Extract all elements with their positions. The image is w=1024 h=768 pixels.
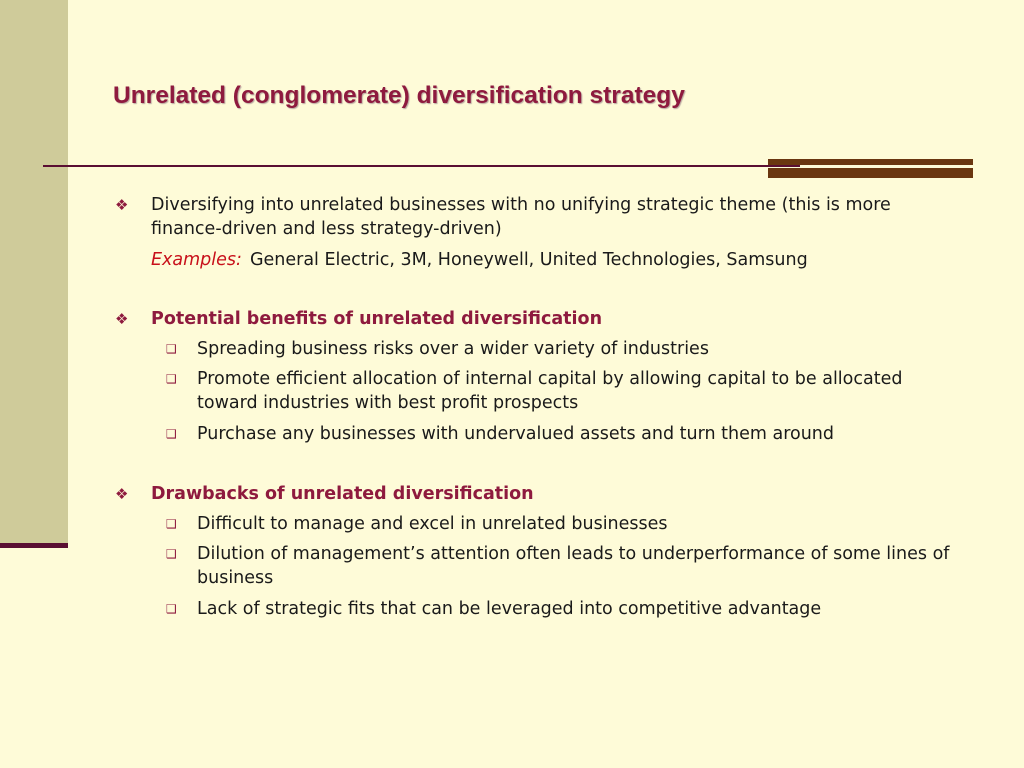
square-bullet-icon: ❑: [166, 427, 177, 441]
square-bullet-icon: ❑: [166, 517, 177, 531]
diamond-bullet-icon: ❖: [115, 196, 129, 214]
drawback-item-text: Lack of strategic fits that can be leveraged into competitive advantage: [197, 599, 822, 619]
benefits-heading: Potential benefits of unrelated diversification: [151, 309, 603, 329]
diamond-bullet-icon: ❖: [115, 485, 129, 503]
benefit-item-text: Purchase any businesses with undervalued assets and turn them around: [197, 424, 835, 444]
drawback-item-text: Difficult to manage and excel in unrelated businesses: [197, 514, 668, 534]
square-bullet-icon: ❑: [166, 547, 177, 561]
benefit-item-text: Spreading business risks over a wider variety of industries: [197, 339, 709, 359]
examples-row: [151, 248, 951, 272]
square-bullet-icon: ❑: [166, 342, 177, 356]
intro-text: Diversifying into unrelated businesses with no unifying strategic theme (this is more finance-driven and less strategy-driven): [151, 195, 891, 239]
diamond-bullet-icon: ❖: [115, 310, 129, 328]
examples-label: Examples:: [151, 250, 242, 270]
benefit-item-text: Promote efficient allocation of internal capital by allowing capital to be allocated toward industries with best profit prospects: [197, 369, 903, 413]
square-bullet-icon: ❑: [166, 372, 177, 386]
drawback-item-text: Dilution of management’s attention often leads to underperformance of some lines of business: [197, 544, 950, 588]
slide-title: Unrelated (conglomerate) diversification strategy: [113, 82, 685, 109]
examples-text: General Electric, 3M, Honeywell, United Technologies, Samsung: [249, 250, 808, 270]
drawbacks-heading: Drawbacks of unrelated diversification: [151, 484, 534, 504]
square-bullet-icon: ❑: [166, 602, 177, 616]
